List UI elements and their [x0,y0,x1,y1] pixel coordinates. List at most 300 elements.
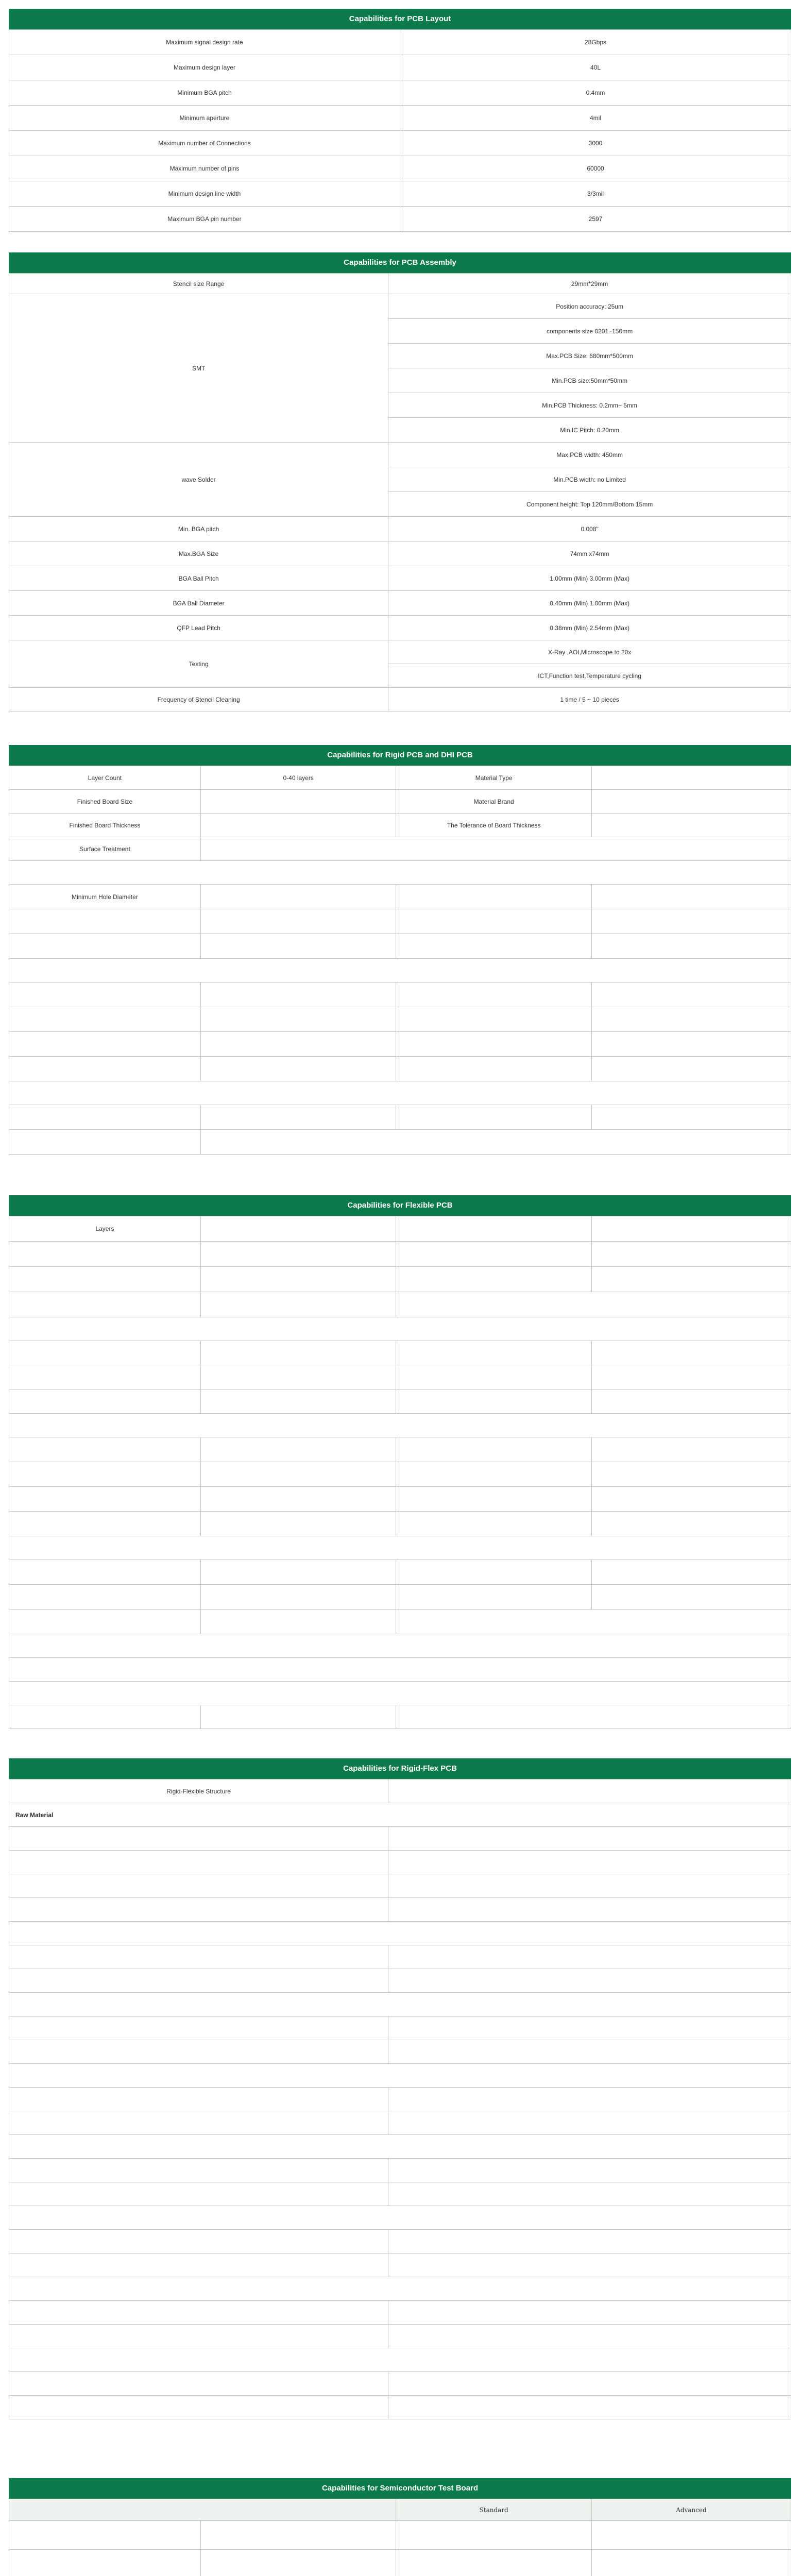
row-cell [200,1365,396,1389]
row-value [388,2182,791,2206]
table-row [9,1032,791,1057]
row-value: 1.00mm (Min) 3.00mm (Max) [388,566,791,591]
row-label: Material Type [396,766,592,790]
table-row [9,1365,791,1389]
row-label: Surface Treatment [9,837,201,861]
row-cell [591,1437,791,1462]
group-label [9,1922,791,1945]
row-value: Min.PCB width: no Limited [388,467,791,492]
row-cell [200,1032,396,1057]
table-row [9,30,791,55]
row-value [591,814,791,837]
table-header-row [9,2499,791,2521]
row-cell [591,982,791,1007]
row-cell [9,1487,201,1512]
row-cell [396,1267,592,1292]
table-row [9,2396,791,2419]
row-cell [200,2521,396,2550]
row-label: BGA Ball Diameter [9,591,388,616]
row-value: 60000 [400,156,791,181]
table-row [9,1705,791,1729]
group-label [9,1993,791,2016]
row-cell [200,1057,396,1081]
row-label [9,2088,388,2111]
pcb-layout-section [9,9,791,232]
table-row [9,790,791,814]
row-label: Rigid-Flexible Structure [9,1780,388,1803]
table-row [9,885,791,909]
row-cell [591,1389,791,1414]
row-cell [200,1487,396,1512]
row-label: Minimum design line width [9,181,400,207]
group-row [9,959,791,982]
row-cell [396,1242,592,1267]
row-cell: Minimum Hole Diameter [9,885,201,909]
row-cell [591,1057,791,1081]
row-cell [396,1512,592,1536]
row-value: ICT,Function test,Temperature cycling [388,664,791,688]
group-label [9,959,791,982]
row-cell [9,1585,201,1609]
table-row [9,640,791,664]
row-value [591,766,791,790]
row-cell [591,2550,791,2576]
row-label: Minimum BGA pitch [9,80,400,106]
table-row [9,443,791,467]
row-label: Maximum signal design rate [9,30,400,55]
row-value [388,1874,791,1898]
table-row [9,1216,791,1242]
row-value: 0.40mm (Min) 1.00mm (Max) [388,591,791,616]
row-cell [396,1216,592,1242]
row-value [200,837,791,861]
table-row [9,1057,791,1081]
row-cell [9,1658,791,1682]
row-cell [591,1585,791,1609]
row-value [388,1827,791,1851]
row-value [388,2016,791,2040]
row-cell [200,934,396,959]
row-cell [396,1032,592,1057]
row-cell [396,1007,592,1032]
row-value: Component height: Top 120mm/Bottom 15mm [388,492,791,517]
group-label: Raw Material [9,1803,791,1827]
row-value [388,2088,791,2111]
row-cell [591,1560,791,1585]
table-row [9,688,791,711]
row-value: 2597 [400,207,791,232]
row-cell [200,982,396,1007]
row-label: wave Solder [9,443,388,517]
table-row [9,131,791,156]
table-row [9,274,791,294]
row-cell [9,1341,201,1365]
row-value: Min.PCB Thickness: 0.2mm~ 5mm [388,393,791,418]
row-value: 0.4mm [400,80,791,106]
row-label [9,2016,388,2040]
row-value [388,1851,791,1874]
table-row [9,616,791,640]
row-cell [9,1389,201,1414]
row-cell [9,1242,201,1267]
table-row [9,1827,791,1851]
row-value [388,2159,791,2182]
row-cell [396,2521,592,2550]
row-cell [591,1512,791,1536]
row-cell [9,1462,201,1487]
row-label [9,2182,388,2206]
table-row [9,541,791,566]
group-row [9,2135,791,2159]
table-row [9,1462,791,1487]
row-value [388,2230,791,2253]
row-label: Testing [9,640,388,688]
table-row [9,934,791,959]
pcb-assembly-section [9,252,791,711]
row-cell [200,1130,791,1155]
table-row [9,982,791,1007]
pcb-layout-table [9,29,791,232]
row-value [591,790,791,814]
group-row [9,2064,791,2088]
row-cell [200,1267,396,1292]
header-item [9,2499,396,2521]
row-cell [396,982,592,1007]
row-label: Layer Count [9,766,201,790]
row-cell [200,1389,396,1414]
group-row [9,1993,791,2016]
table-row [9,207,791,232]
row-label: Finished Board Size [9,790,201,814]
table-row [9,156,791,181]
row-cell [200,1242,396,1267]
row-value: 0-40 layers [200,766,396,790]
row-label [9,2253,388,2277]
table-row [9,2040,791,2064]
row-cell [200,1341,396,1365]
row-label [9,1827,388,1851]
rigid-hdi-table [9,766,791,1155]
table-row [9,1969,791,1993]
row-cell: Layers [9,1216,201,1242]
row-label [9,2396,388,2419]
row-value: 3000 [400,131,791,156]
row-label [9,1851,388,1874]
row-cell [9,1007,201,1032]
row-cell [591,1462,791,1487]
table-row [9,1874,791,1898]
row-cell [591,1487,791,1512]
row-cell [200,1560,396,1585]
row-label: Min. BGA pitch [9,517,388,541]
table-row [9,1851,791,1874]
row-cell [9,1705,201,1729]
row-value [388,2111,791,2135]
group-label [9,2064,791,2088]
row-cell [200,2550,396,2576]
row-label: Maximum design layer [9,55,400,80]
row-cell [9,1105,201,1130]
row-value: Position accuracy: 25um [388,294,791,319]
group-label [9,2135,791,2159]
row-value: Max.PCB width: 450mm [388,443,791,467]
group-row [9,1682,791,1705]
row-cell [9,2521,201,2550]
row-value [388,2372,791,2396]
row-value [388,2040,791,2064]
rigid-hdi-section [9,745,791,1155]
row-value [388,1780,791,1803]
flexible-section [9,1195,791,1729]
row-cell [9,934,201,959]
table-row [9,1242,791,1267]
table-row [9,837,791,861]
row-cell [591,2521,791,2550]
row-cell [396,1105,592,1130]
header-standard: Standard [396,2499,592,2521]
row-cell [9,1512,201,1536]
row-cell [396,1585,592,1609]
group-row [9,2348,791,2372]
group-row [9,861,791,885]
row-cell [9,1057,201,1081]
row-value [388,1969,791,1993]
row-value: Min.PCB size:50mm*50mm [388,368,791,393]
row-cell [396,909,592,934]
table-row [9,1130,791,1155]
row-cell [591,1007,791,1032]
row-label: Frequency of Stencil Cleaning [9,688,388,711]
row-label [9,1898,388,1922]
row-value [388,1898,791,1922]
row-cell [9,1292,201,1317]
row-cell [9,1609,201,1634]
row-cell [9,2550,201,2576]
table-row [9,80,791,106]
row-label: The Tolerance of Board Thickness [396,814,592,837]
row-value: components size 0201~150mm [388,319,791,344]
row-cell [396,1057,592,1081]
row-label [9,2301,388,2325]
table-row [9,1105,791,1130]
row-value: 74mm x74mm [388,541,791,566]
row-cell [200,885,396,909]
row-cell [9,982,201,1007]
table-row [9,2521,791,2550]
row-cell [591,1216,791,1242]
group-label [9,861,791,885]
group-label [9,1536,791,1560]
table-row [9,2159,791,2182]
table-row [9,909,791,934]
table-row [9,2016,791,2040]
row-value: 0.38mm (Min) 2.54mm (Max) [388,616,791,640]
semiconductor-table [9,2499,791,2576]
table-row [9,2182,791,2206]
table-row [9,2325,791,2348]
row-label: Maximum number of Connections [9,131,400,156]
group-row [9,1922,791,1945]
section-title: Capabilities for Rigid PCB and DHI PCB [9,745,791,766]
row-cell [200,909,396,934]
row-cell [396,885,592,909]
row-value: 40L [400,55,791,80]
row-cell [396,1389,592,1414]
row-label: Stencil size Range [9,274,388,294]
row-value [388,2301,791,2325]
row-value: 1 time / 5 ~ 10 pieces [388,688,791,711]
row-cell [591,1267,791,1292]
row-cell [200,1609,396,1634]
table-row [9,1658,791,1682]
row-value [388,2325,791,2348]
table-row [9,1780,791,1803]
group-row [9,1414,791,1437]
row-cell [396,1437,592,1462]
group-row [9,1081,791,1105]
row-label [9,1945,388,1969]
row-cell [396,934,592,959]
table-row [9,1267,791,1292]
group-row [9,2206,791,2230]
row-value: 4mil [400,106,791,131]
row-value [388,1945,791,1969]
row-cell [9,1365,201,1389]
table-row [9,2111,791,2135]
row-cell [9,1267,201,1292]
row-value [388,2253,791,2277]
row-value [200,790,396,814]
row-cell [591,1365,791,1389]
section-title: Capabilities for PCB Layout [9,9,791,29]
row-value: X-Ray ,AOI,Microscope to 20x [388,640,791,664]
group-row [9,1634,791,1658]
table-row [9,766,791,790]
row-cell [200,1585,396,1609]
flexible-table [9,1216,791,1729]
row-cell [396,1487,592,1512]
group-label [9,1081,791,1105]
table-row [9,55,791,80]
group-label [9,1682,791,1705]
row-value: 3/3mil [400,181,791,207]
row-cell [591,1341,791,1365]
row-cell [591,1032,791,1057]
row-cell [591,885,791,909]
group-row [9,1317,791,1341]
row-cell [591,934,791,959]
table-row [9,2088,791,2111]
row-label: Maximum BGA pin number [9,207,400,232]
row-cell [9,1130,201,1155]
row-label: Finished Board Thickness [9,814,201,837]
group-row [9,1536,791,1560]
row-label: SMT [9,294,388,443]
table-row [9,181,791,207]
header-advanced: Advanced [591,2499,791,2521]
row-label: QFP Lead Pitch [9,616,388,640]
table-row [9,1560,791,1585]
row-cell [9,1032,201,1057]
row-cell [396,1462,592,1487]
table-row [9,1898,791,1922]
section-title: Capabilities for Flexible PCB [9,1195,791,1216]
row-cell [200,1007,396,1032]
table-row [9,1389,791,1414]
row-label [9,2040,388,2064]
row-label [9,1874,388,1898]
row-label: Max.BGA Size [9,541,388,566]
row-cell [200,1105,396,1130]
row-value [200,814,396,837]
row-cell [591,909,791,934]
table-row [9,2372,791,2396]
row-cell [591,1242,791,1267]
group-row [9,1803,791,1827]
row-cell [9,909,201,934]
row-cell [396,1560,592,1585]
rigid-flex-table [9,1779,791,2419]
row-label: Material Brand [396,790,592,814]
table-row [9,591,791,616]
table-row [9,1609,791,1634]
rigid-flex-section [9,1758,791,2419]
row-label [9,2159,388,2182]
table-row [9,2550,791,2576]
row-label [9,1969,388,1993]
row-cell [9,1560,201,1585]
group-label [9,1414,791,1437]
row-label: Maximum number of pins [9,156,400,181]
table-row [9,106,791,131]
table-row [9,1512,791,1536]
table-row [9,1487,791,1512]
group-label [9,2348,791,2372]
row-cell [396,1365,592,1389]
row-cell [591,1105,791,1130]
table-row [9,1341,791,1365]
table-row [9,566,791,591]
row-cell [200,1437,396,1462]
group-label [9,2206,791,2230]
row-label: Minimum aperture [9,106,400,131]
table-row [9,1007,791,1032]
table-row [9,294,791,319]
row-label [9,2372,388,2396]
row-label [9,2230,388,2253]
group-label [9,1317,791,1341]
row-label: BGA Ball Pitch [9,566,388,591]
row-cell [9,1437,201,1462]
row-value: Min.IC Pitch: 0.20mm [388,418,791,443]
section-title: Capabilities for Semiconductor Test Board [9,2478,791,2499]
row-value: 29mm*29mm [388,274,791,294]
group-row [9,2277,791,2301]
table-row [9,1585,791,1609]
semiconductor-section [9,2478,791,2576]
section-title: Capabilities for PCB Assembly [9,252,791,273]
row-cell [396,1341,592,1365]
table-row [9,2230,791,2253]
table-row [9,2301,791,2325]
group-label [9,2277,791,2301]
row-value: Max.PCB Size: 680mm*500mm [388,344,791,368]
row-cell [200,1216,396,1242]
table-row [9,814,791,837]
row-value: 28Gbps [400,30,791,55]
table-row [9,517,791,541]
row-cell [200,1292,396,1317]
